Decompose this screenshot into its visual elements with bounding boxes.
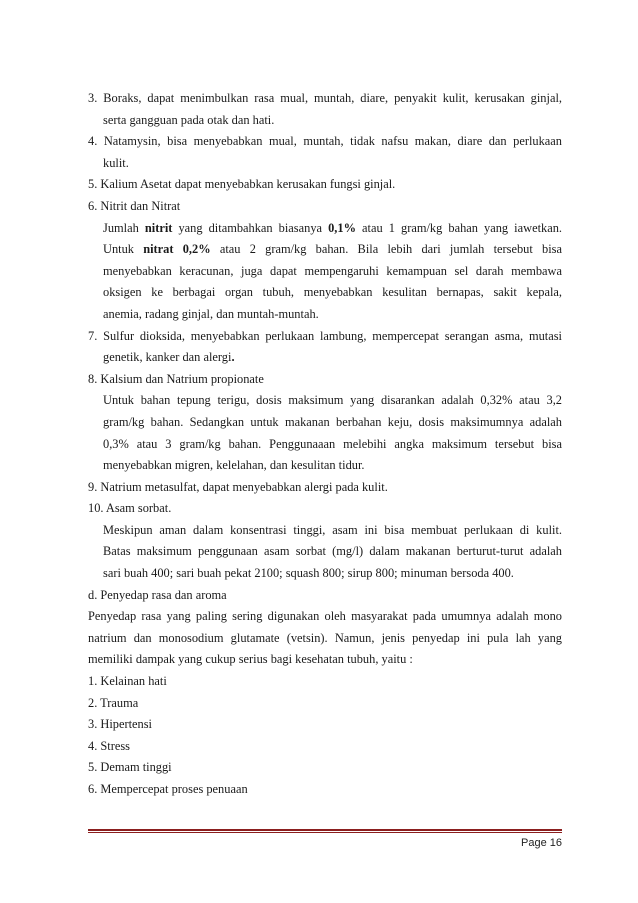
item-7-line-2: genetik, kanker dan alergi. [103, 350, 235, 365]
item-6-line-4: oksigen ke berbagai organ tubuh, menyebabkan kesulitan bernapas, sakit kepala, [103, 285, 562, 300]
section-d-heading: d. Penyedap rasa dan aroma [88, 587, 227, 602]
document-body [88, 88, 562, 801]
item-3-line-1: 3. Boraks, dapat menimbulkan rasa mual, muntah, diare, penyakit kulit, kerusakan ginjal, [88, 91, 562, 105]
item-3-line-2: serta gangguan pada otak dan hati. [103, 112, 275, 127]
section-d-para-line-3: memiliki dampak yang cukup serius bagi kesehatan tubuh, yaitu : [88, 652, 413, 667]
list-item: 5. Demam tinggi [88, 760, 172, 775]
item-8-heading: 8. Kalsium dan Natrium propionate [88, 371, 264, 386]
item-8-line-3: 0,3% atau 3 gram/kg bahan. Penggunaaan melebihi angka maksimum tersebut bisa [103, 436, 562, 451]
item-10-heading: 10. Asam sorbat. [88, 501, 172, 516]
item-10-line-1: Meskipun aman dalam konsentrasi tinggi, asam ini bisa membuat perlukaan di kulit. [103, 522, 562, 537]
item-5: 5. Kalium Asetat dapat menyebabkan kerusakan fungsi ginjal. [88, 177, 396, 192]
page-number: Page 16 [521, 837, 562, 849]
footer-rule-thick [88, 829, 562, 831]
item-10-line-2: Batas maksimum penggunaan asam sorbat (mg/l) dalam makanan berturut-turut adalah [103, 544, 562, 559]
section-d-para-line-2: natrium dan monosodium glutamate (vetsin). Namun, jenis penyedap ini pula lah yang [88, 630, 562, 645]
item-8-line-1: Untuk bahan tepung terigu, dosis maksimum yang disarankan adalah 0,32% atau 3,2 [103, 393, 562, 408]
item-4-line-2: kulit. [103, 155, 129, 170]
item-6-line-5: anemia, radang ginjal, dan muntah-muntah. [103, 306, 319, 321]
item-10-line-3: sari buah 400; sari buah pekat 2100; squash 800; sirup 800; minuman bersoda 400. [103, 566, 514, 581]
item-6-line-2: Untuk nitrat 0,2% atau 2 gram/kg bahan. Bila lebih dari jumlah tersebut bisa [103, 242, 562, 257]
item-8-line-4: menyebabkan migren, kelelahan, dan kesulitan tidur. [103, 458, 365, 473]
item-7-line-1: 7. Sulfur dioksida, menyebabkan perlukaan lambung, mempercepat serangan asma, mutasi [88, 328, 562, 343]
list-item: 4. Stress [88, 738, 130, 753]
list-item: 2. Trauma [88, 695, 139, 710]
item-6-line-1: Jumlah nitrit yang ditambahkan biasanya 0,1% atau 1 gram/kg bahan yang iawetkan. [103, 220, 562, 235]
item-4-line-1: 4. Natamysin, bisa menyebabkan mual, muntah, tidak nafsu makan, diare dan perlukaan [88, 134, 562, 149]
section-d-para-line-1: Penyedap rasa yang paling sering digunakan oleh masyarakat pada umumnya adalah mono [88, 609, 562, 624]
item-8-line-2: gram/kg bahan. Sedangkan untuk makanan berbahan keju, dosis maksimumnya adalah [103, 414, 562, 429]
list-item: 6. Mempercepat proses penuaan [88, 782, 248, 796]
list-item: 1. Kelainan hati [88, 674, 167, 689]
item-6-line-3: menyebabkan keracunan, juga dapat mempengaruhi kemampuan sel darah membawa [103, 263, 562, 278]
item-9: 9. Natrium metasulfat, dapat menyebabkan alergi pada kulit. [88, 479, 388, 494]
list-item: 3. Hipertensi [88, 717, 153, 732]
footer-rule-thin [88, 832, 562, 833]
item-6-heading: 6. Nitrit dan Nitrat [88, 198, 181, 213]
